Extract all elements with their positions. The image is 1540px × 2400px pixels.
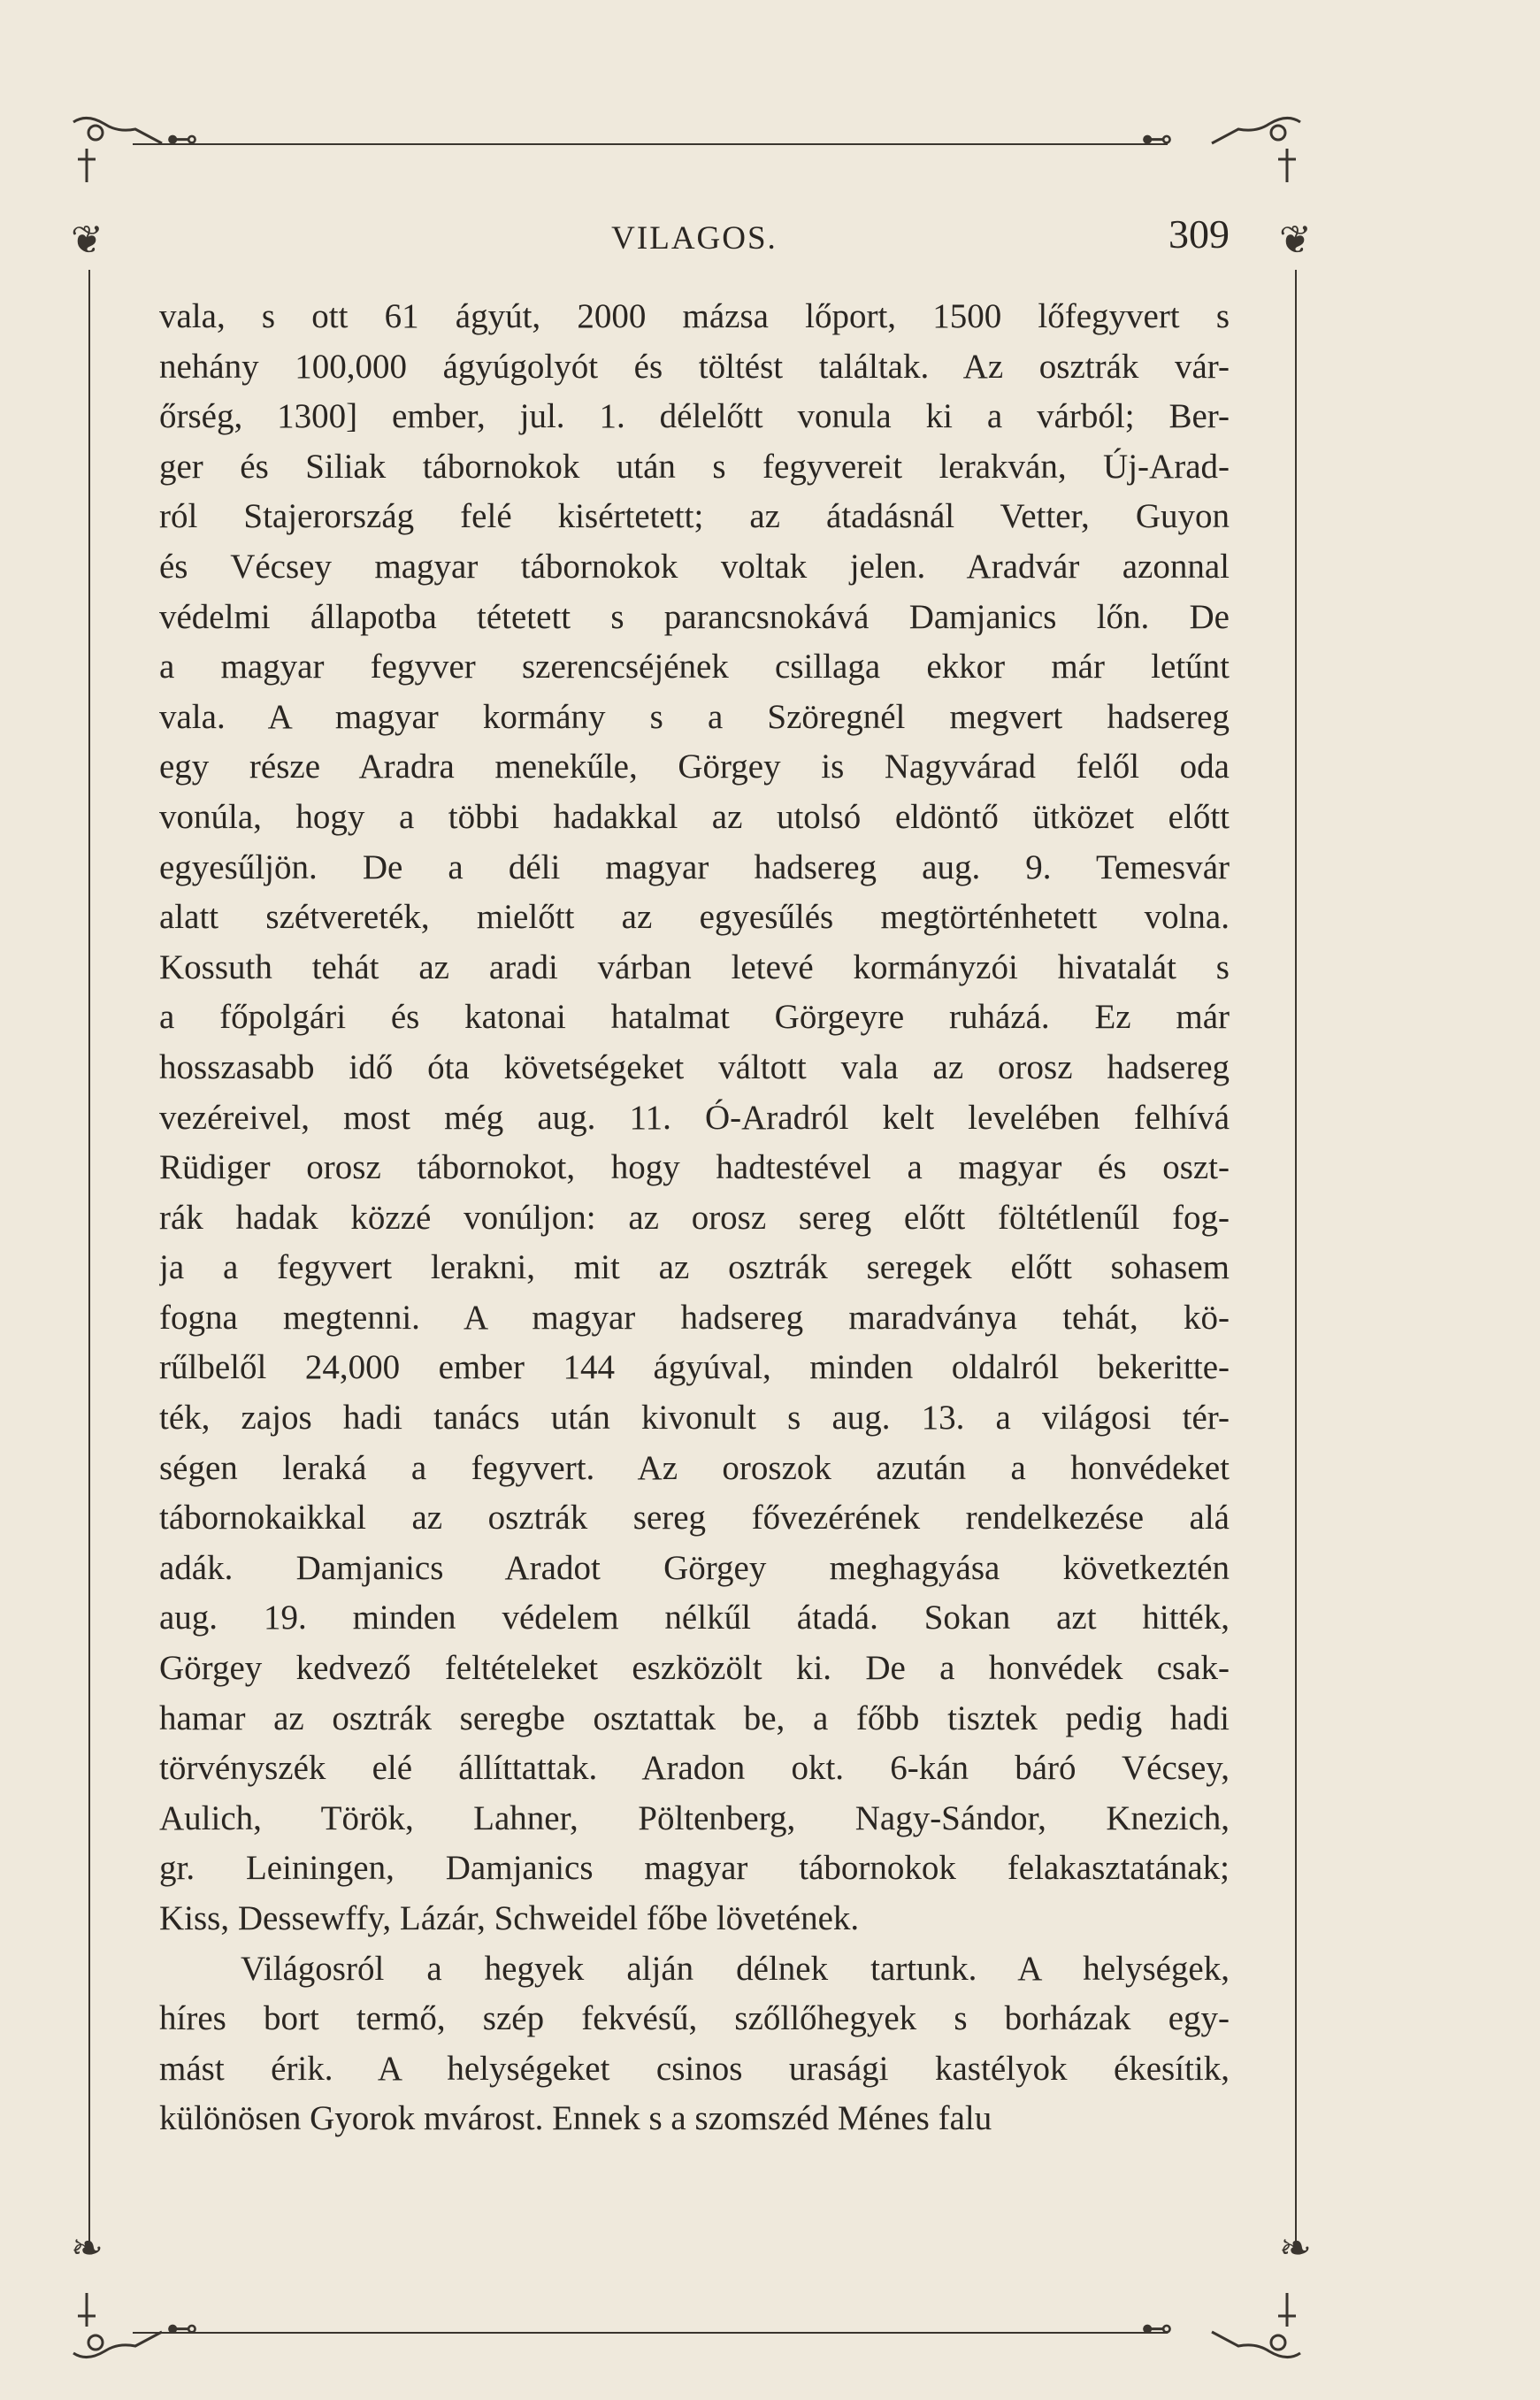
text-line: vezéreivel, most még aug. 11. Ó-Aradról kelt levelében felhívá (159, 1098, 1230, 1137)
text-line: vala, s ott 61 ágyút, 2000 mázsa lőport, 1500 lőfegyvert s (159, 297, 1230, 335)
text-line: Kossuth tehát az aradi várban letevé kormányzói hivatalát s (159, 947, 1230, 986)
text-line: vala. A magyar kormány s a Szöregnél megvert hadsereg (159, 697, 1230, 736)
body-text (159, 292, 1230, 2144)
top-left-corner-ornament (69, 113, 166, 184)
text-line: vonúla, hogy a többi hadakkal az utolsó eldöntő ütközet előtt (159, 797, 1230, 836)
text-line: különösen Gyorok mvárost. Ennek s a szomszéd Ménes falu (159, 2099, 992, 2138)
right-fleuron-icon: ❦ (1279, 218, 1312, 263)
bottom-rule (133, 2332, 1168, 2334)
bottom-right-corner-ornament (1207, 2291, 1305, 2362)
lower-right-vine-icon: ❧ (1279, 2226, 1312, 2271)
text-line: hamar az osztrák seregbe osztattak be, a főbb tisztek pedig hadi (159, 1698, 1230, 1737)
top-right-corner-ornament (1207, 113, 1305, 184)
top-left-flourish-icon: ⊷ (166, 121, 198, 157)
text-line: Aulich, Török, Lahner, Pöltenberg, Nagy-Sándor, Knezich, (159, 1798, 1230, 1837)
lower-left-vine-icon: ❧ (71, 2226, 103, 2271)
text-line: ger és Siliak tábornokok után s fegyvereit lerakván, Új-Arad- (159, 447, 1230, 486)
text-line: gr. Leiningen, Damjanics magyar tábornokok felakasztatának; (159, 1849, 1230, 1888)
text-line: Görgey kedvező feltételeket eszközölt ki. De a honvédek csak- (159, 1649, 1230, 1688)
text-line: aug. 19. minden védelem nélkűl átadá. Sokan azt hitték, (159, 1599, 1230, 1637)
right-border-line (1295, 270, 1297, 2243)
text-line: hosszasabb idő óta követségeket váltott vala az orosz hadsereg (159, 1047, 1230, 1086)
text-line: nehány 100,000 ágyúgolyót és töltést találtak. Az osztrák vár- (159, 347, 1230, 386)
text-line: mást érik. A helységeket csinos urasági kastélyok ékesítik, (159, 2049, 1230, 2088)
text-line: rák hadak közzé vonúljon: az orosz sereg előtt föltétlenűl fog- (159, 1198, 1230, 1237)
text-line: őrség, 1300] ember, jul. 1. délelőtt vonula ki a várból; Ber- (159, 397, 1230, 436)
text-line: ségen leraká a fegyvert. Az oroszok azután a honvédeket (159, 1448, 1230, 1487)
text-line: Világosról a hegyek alján délnek tartunk. A helységek, (241, 1949, 1230, 1988)
bottom-left-flourish-icon: ⊷ (166, 2311, 198, 2347)
text-line: és Vécsey magyar tábornokok voltak jelen. Aradvár azonnal (159, 547, 1230, 586)
left-fleuron-icon: ❦ (71, 218, 103, 263)
text-line: védelmi állapotba tétetett s parancsnokává Damjanics lőn. De (159, 597, 1230, 636)
text-line: törvényszék elé állíttattak. Aradon okt. 6-kán báró Vécsey, (159, 1749, 1230, 1788)
text-line: híres bort termő, szép fekvésű, szőllőhegyek s borházak egy- (159, 1999, 1230, 2038)
text-line: Kiss, Dessewffy, Lázár, Schweidel főbe lövetének. (159, 1899, 860, 1937)
text-line: ja a fegyvert lerakni, mit az osztrák seregek előtt sohasem (159, 1248, 1230, 1287)
text-line: rűlbelől 24,000 ember 144 ágyúval, minden oldalról bekeritte- (159, 1348, 1230, 1387)
top-right-flourish-icon: ⊷ (1141, 121, 1173, 157)
left-border-line (88, 270, 90, 2243)
top-rule (133, 143, 1168, 145)
text-line: fogna megtenni. A magyar hadsereg maradványa tehát, kö- (159, 1298, 1230, 1337)
page-header (159, 211, 1230, 264)
text-line: ték, zajos hadi tanács után kivonult s aug. 13. a világosi tér- (159, 1399, 1230, 1438)
text-line: egyesűljön. De a déli magyar hadsereg aug. 9. Temesvár (159, 847, 1230, 886)
text-line: alatt szétvereték, mielőtt az egyesűlés megtörténhetett volna. (159, 898, 1230, 937)
bottom-left-corner-ornament (69, 2291, 166, 2362)
page-number: 309 (1168, 211, 1230, 257)
text-line: a magyar fegyver szerencséjének csillaga ekkor már letűnt (159, 648, 1230, 686)
text-line: ról Stajerország felé kisértetett; az átadásnál Vetter, Guyon (159, 497, 1230, 536)
text-line: a főpolgári és katonai hatalmat Görgeyre ruházá. Ez már (159, 998, 1230, 1037)
text-line: Rüdiger orosz tábornokot, hogy hadtestével a magyar és oszt- (159, 1148, 1230, 1187)
text-line: adák. Damjanics Aradot Görgey meghagyása következtén (159, 1548, 1230, 1587)
text-line: tábornokaikkal az osztrák sereg fővezérének rendelkezése alá (159, 1499, 1230, 1537)
text-line: egy része Aradra menekűle, Görgey is Nagyvárad felől oda (159, 748, 1230, 786)
bottom-right-flourish-icon: ⊷ (1141, 2311, 1173, 2347)
running-title: VILAGOS. (611, 220, 778, 257)
